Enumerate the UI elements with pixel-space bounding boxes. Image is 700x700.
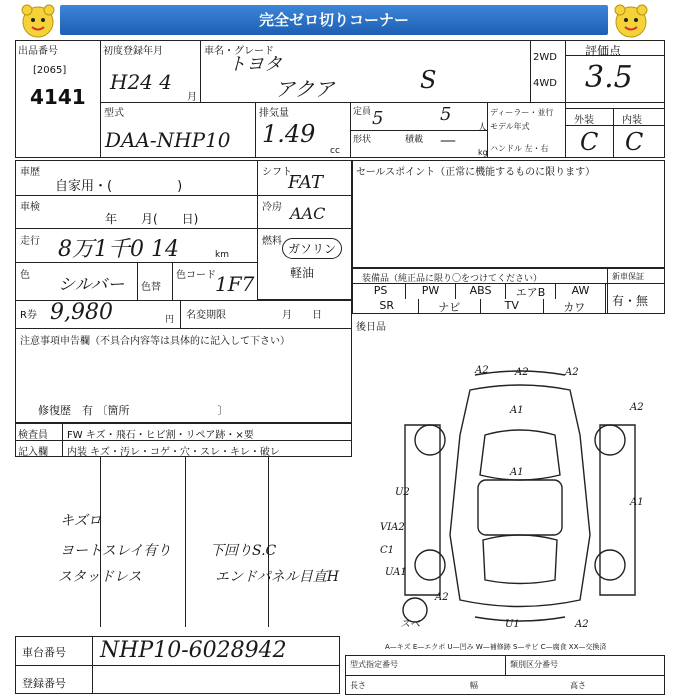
color-code-label: 色コード bbox=[176, 270, 216, 281]
remark-3: スタッドレス bbox=[58, 569, 142, 585]
first-registration-month-unit: 月 bbox=[187, 92, 197, 103]
remark-5: エンドパネル目直H bbox=[215, 569, 339, 585]
displacement-label: 排気量 bbox=[259, 108, 289, 119]
damage-mark: A1 bbox=[510, 467, 524, 478]
new-warranty-value: 有・無 bbox=[612, 294, 649, 308]
car-rear-window bbox=[483, 535, 557, 584]
mileage-unit: km bbox=[215, 250, 229, 260]
lot-number: 4141 bbox=[30, 85, 86, 109]
car-right-side bbox=[600, 425, 635, 595]
height-label: 高さ bbox=[570, 681, 586, 690]
damage-mark: UA1 bbox=[385, 567, 407, 578]
score-label: 評価点 bbox=[585, 44, 622, 58]
load-label: 積載 bbox=[405, 135, 424, 145]
equipment-item-r2-3: カワ bbox=[544, 299, 607, 314]
history-value: 自家用・( ) bbox=[55, 179, 183, 194]
registration-label: 登録番号 bbox=[22, 677, 66, 690]
color-value: シルバー bbox=[58, 275, 125, 295]
car-body-outline bbox=[450, 385, 590, 607]
capacity-label: 定員 bbox=[353, 107, 372, 117]
remark-2: ヨートスレイ有り bbox=[60, 543, 172, 559]
capacity-unit: 人 bbox=[478, 123, 488, 133]
writer-label: 記入欄 bbox=[18, 447, 48, 458]
car-model: アクア bbox=[275, 77, 335, 101]
fuel-diesel: 軽油 bbox=[290, 266, 315, 280]
check-row-fw: FW キズ・飛石・ヒビ割・リペア跡・×要 bbox=[67, 430, 254, 441]
damage-mark: A1 bbox=[510, 405, 524, 416]
fuel-label: 燃料 bbox=[262, 236, 282, 247]
displacement-unit: cc bbox=[330, 146, 340, 156]
inspection-value: 年 月( 日) bbox=[105, 212, 199, 226]
equipment-item-r1-4: AW bbox=[556, 284, 606, 299]
damage-mark: A2 bbox=[435, 592, 449, 603]
name-change-label: 名変期限 bbox=[186, 310, 226, 321]
equipment-row-2 bbox=[356, 299, 606, 314]
name-change-value: 月 日 bbox=[282, 310, 322, 321]
first-registration-value: H24 4 bbox=[110, 70, 172, 94]
fuel-gasoline: ガソリン bbox=[282, 238, 342, 259]
damage-mark: スペ bbox=[400, 619, 420, 630]
type-cert-label: 型式指定番号 bbox=[350, 660, 398, 669]
recycle-value: 9,980 bbox=[50, 300, 113, 325]
remark-1: キズロ bbox=[60, 513, 102, 529]
length-label: 長さ bbox=[350, 681, 366, 690]
chassis-value: NHP10-6028942 bbox=[100, 638, 287, 663]
equipment-item-r1-2: ABS bbox=[456, 284, 506, 299]
equipment-item-r2-0: SR bbox=[356, 299, 419, 314]
repair-history-label: 修復歴 有 〔箇所 〕 bbox=[38, 404, 229, 417]
car-name-grade-label: 車名・グレード bbox=[204, 46, 274, 57]
aircon-label: 冷房 bbox=[262, 202, 282, 213]
damage-legend: A—キズ E—エクボ U—凹み W—補修跡 S—サビ C—腐食 XX—交換済 bbox=[385, 643, 607, 651]
car-damage-diagram bbox=[380, 355, 660, 640]
load-value: — bbox=[440, 130, 456, 149]
interior-label: 内装 bbox=[622, 115, 642, 126]
shift-label: シフト bbox=[262, 167, 292, 178]
mascot-right-icon bbox=[611, 2, 651, 42]
mileage-value: 8万1千0 14 bbox=[58, 237, 179, 262]
car-grade: S bbox=[420, 66, 437, 94]
equipment-item-r1-1: PW bbox=[406, 284, 456, 299]
width-label: 幅 bbox=[470, 681, 478, 690]
equipment-item-r2-2: TV bbox=[481, 299, 544, 314]
chassis-label: 車台番号 bbox=[22, 646, 66, 659]
car-left-side bbox=[405, 425, 440, 595]
capacity-value: 5 bbox=[440, 104, 452, 125]
inspector-label: 検査員 bbox=[18, 430, 48, 441]
page-title: 完全ゼロ切りコーナー bbox=[60, 5, 608, 35]
type-value: DAA-NHP10 bbox=[105, 128, 231, 152]
check-row-interior: 内装 キズ・汚レ・コゲ・穴・スレ・キレ・破レ bbox=[67, 447, 280, 458]
shape-label: 形状 bbox=[353, 135, 372, 145]
damage-mark: A2 bbox=[475, 365, 489, 376]
lot-number-label: 出品番号 bbox=[18, 46, 58, 57]
lot-sub-number: [2065] bbox=[33, 65, 67, 76]
exterior-label: 外装 bbox=[574, 115, 594, 126]
damage-mark: U2 bbox=[395, 487, 410, 498]
shape-value: 5 bbox=[372, 108, 384, 129]
inspection-label: 車検 bbox=[20, 202, 40, 213]
car-roof bbox=[478, 480, 562, 535]
equipment-item-r1-3: エアB bbox=[506, 284, 556, 299]
displacement-value: 1.49 bbox=[262, 120, 316, 148]
damage-mark: VIA2 bbox=[380, 522, 405, 533]
handle-label: ハンドル 左・右 bbox=[490, 144, 549, 153]
color-label: 色 bbox=[20, 270, 30, 281]
color-code-value: 1F7 bbox=[215, 272, 255, 296]
equipment-row-1 bbox=[356, 284, 606, 299]
equipment-item-r2-1: ナビ bbox=[419, 299, 482, 314]
new-warranty-label: 新車保証 bbox=[612, 272, 644, 281]
equipment-label: 装備品（純正品に限り〇をつけてください） bbox=[362, 274, 543, 284]
class-number-label: 類別区分番号 bbox=[510, 660, 558, 669]
damage-mark: A2 bbox=[565, 367, 579, 378]
sales-point-label: セールスポイント（正常に機能するものに限ります） bbox=[356, 167, 596, 178]
model-year-label: モデル年式 bbox=[490, 122, 530, 131]
drive-2wd: 2WD bbox=[533, 52, 557, 63]
notes-label: 注意事項申告欄（不具合内容等は具体的に記入して下さい） bbox=[20, 336, 290, 347]
mileage-label: 走行 bbox=[20, 236, 40, 247]
history-label: 車歴 bbox=[20, 167, 40, 178]
damage-mark: A1 bbox=[630, 497, 644, 508]
shift-value: FAT bbox=[288, 172, 323, 193]
remark-4: 下回りS.C bbox=[210, 543, 277, 559]
first-registration-label: 初度登録年月 bbox=[103, 46, 163, 57]
aftermarket-label: 後日品 bbox=[356, 322, 386, 333]
dealer-label: ディーラー・並行 bbox=[490, 108, 554, 117]
aircon-value: AAC bbox=[290, 204, 326, 223]
interior-grade: C bbox=[625, 128, 644, 156]
load-unit: kg bbox=[478, 148, 488, 157]
damage-mark: C1 bbox=[380, 545, 395, 556]
damage-mark: A2 bbox=[575, 619, 589, 630]
drive-4wd: 4WD bbox=[533, 78, 557, 89]
rear-bumper bbox=[475, 617, 565, 621]
exterior-grade: C bbox=[580, 128, 599, 156]
damage-mark: U1 bbox=[505, 619, 520, 630]
color-swap-label: 色替 bbox=[141, 282, 161, 293]
damage-mark: A2 bbox=[515, 367, 529, 378]
equipment-item-r1-0: PS bbox=[356, 284, 406, 299]
mascot-left-icon bbox=[18, 2, 58, 42]
car-maker: トヨタ bbox=[228, 54, 282, 75]
recycle-unit: 円 bbox=[165, 315, 175, 325]
type-label: 型式 bbox=[104, 108, 124, 119]
score-value: 3.5 bbox=[585, 60, 633, 95]
damage-mark: A2 bbox=[630, 402, 644, 413]
recycle-label: R券 bbox=[20, 310, 37, 321]
